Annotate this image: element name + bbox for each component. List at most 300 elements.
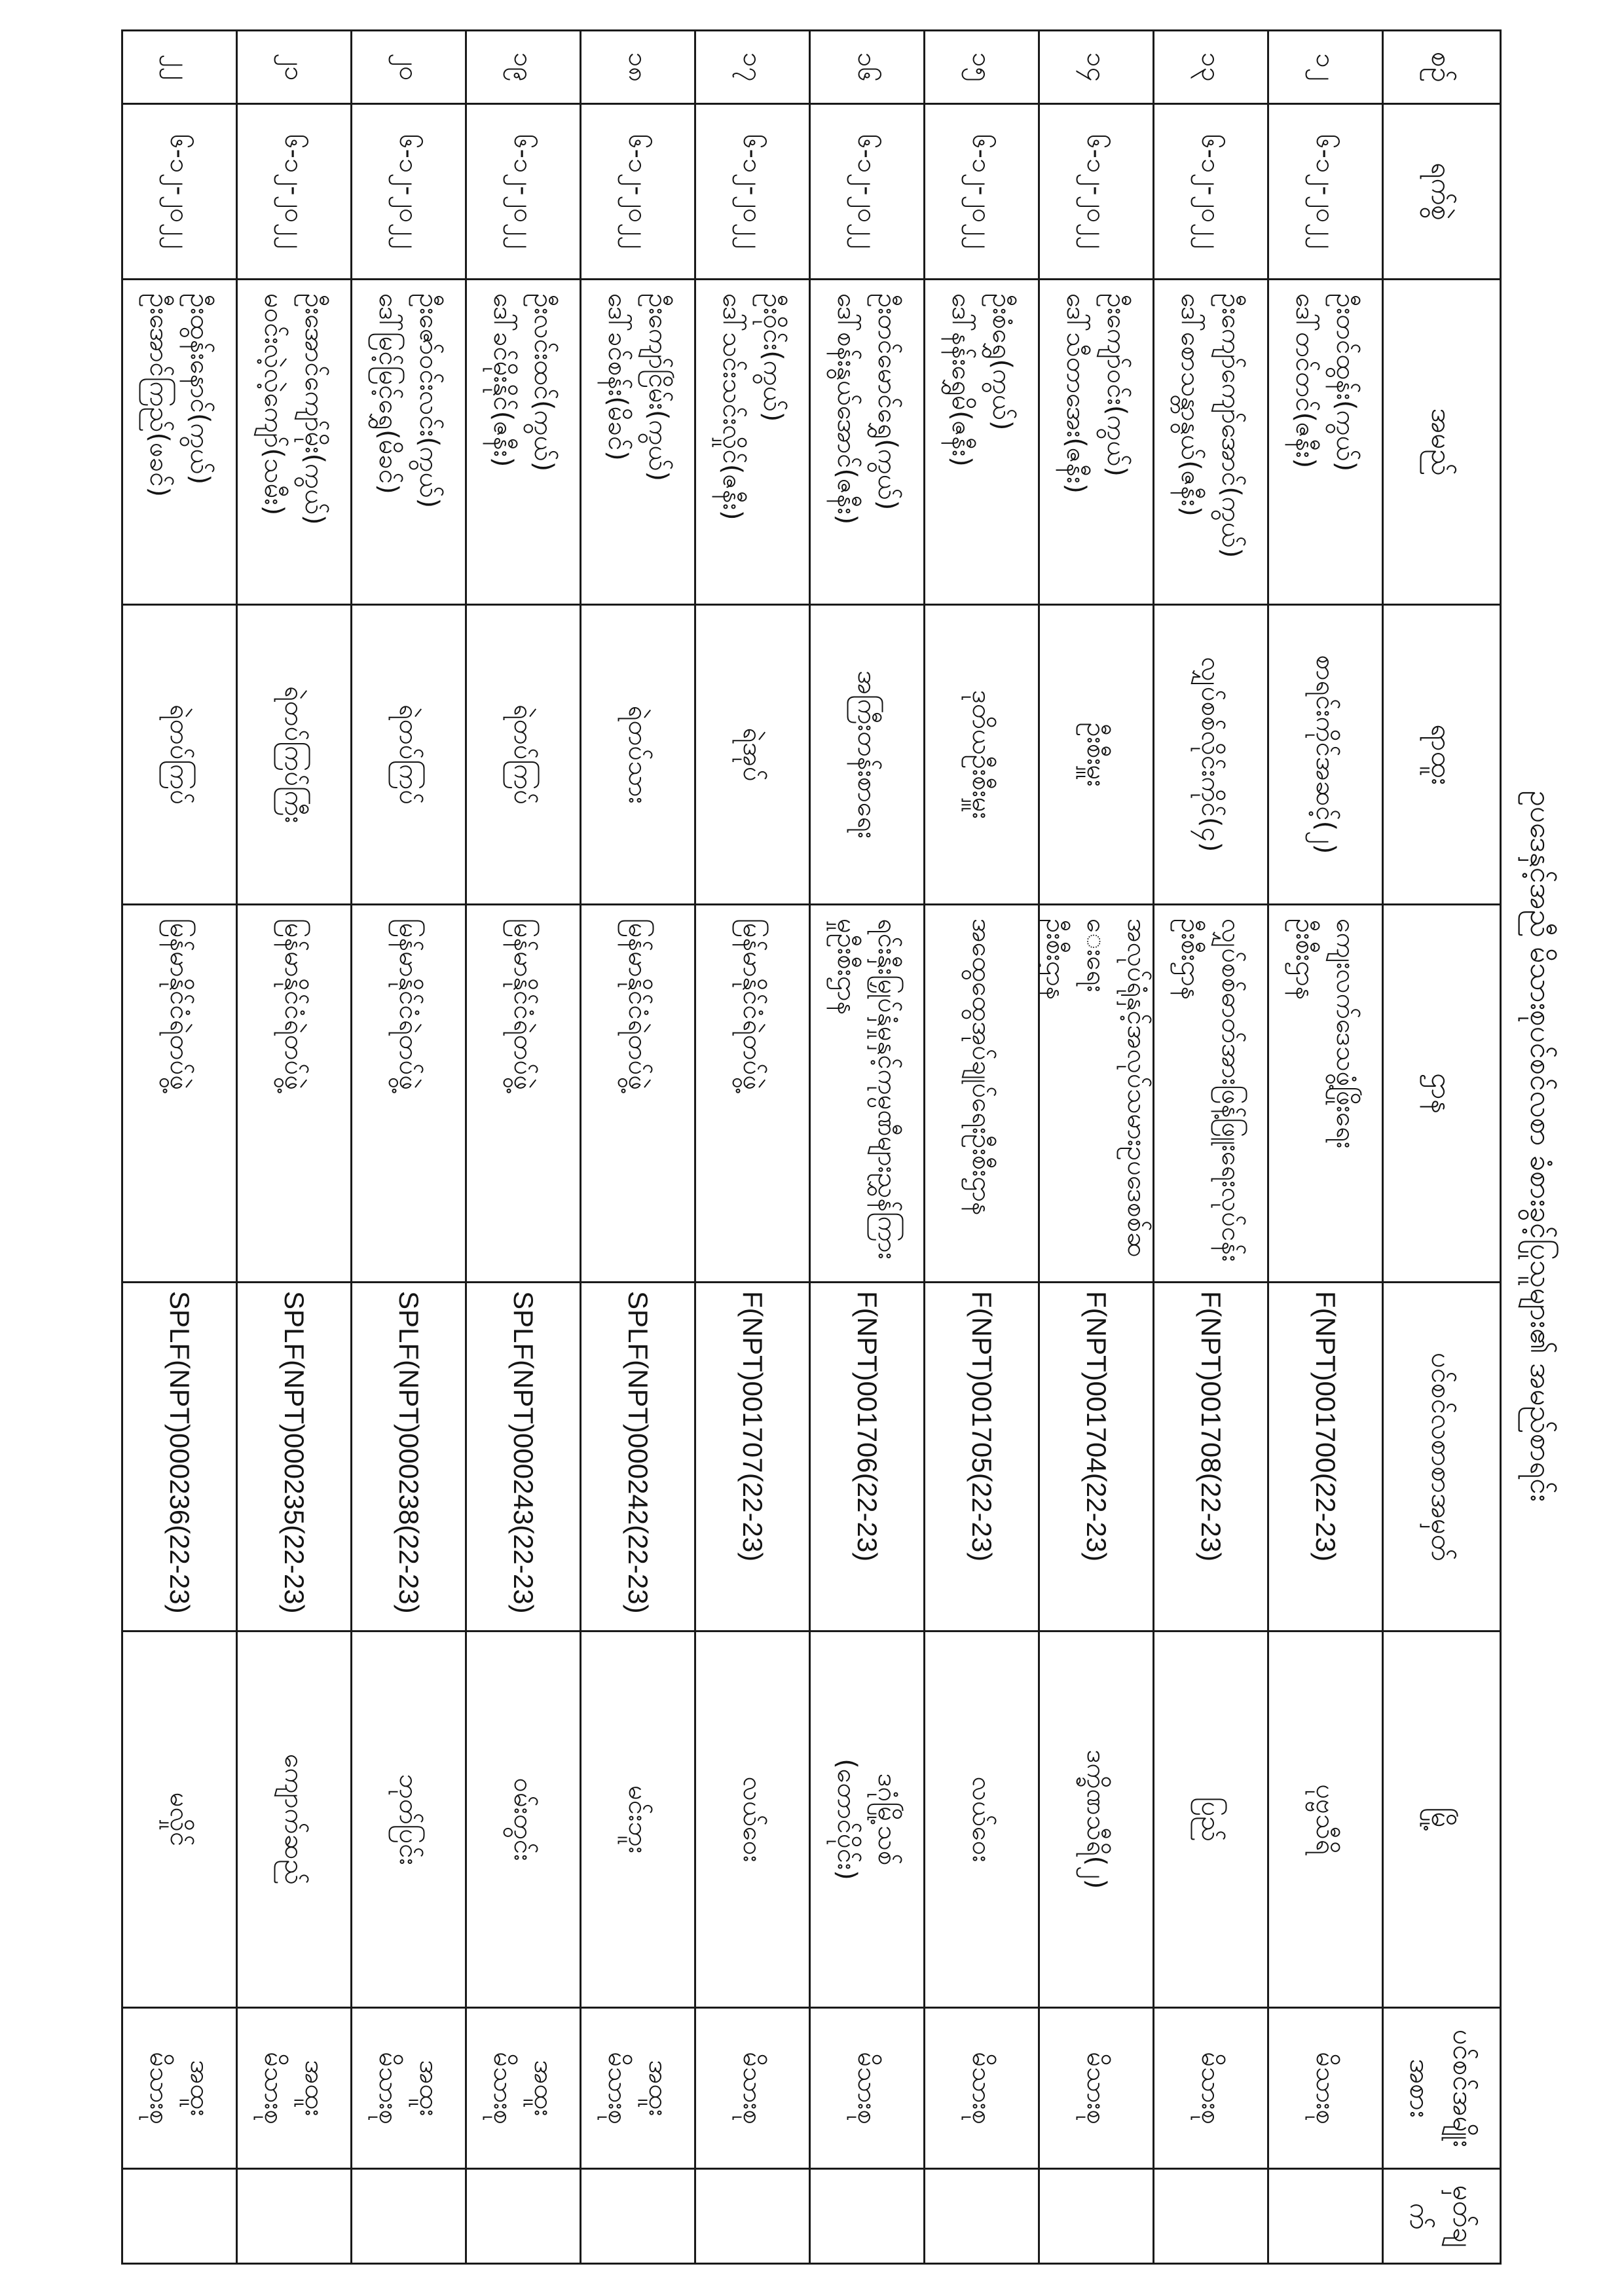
pension-type-text: မိသားစု bbox=[144, 2052, 174, 2124]
town-cell bbox=[122, 1631, 237, 2008]
name-text: ဒေါ်ခင်စန်း(မိခင်) bbox=[602, 293, 633, 461]
position-cell-content bbox=[1040, 606, 1153, 903]
seq-text: ၁၉ bbox=[508, 52, 538, 82]
date-cell-content bbox=[1040, 105, 1153, 278]
position-cell bbox=[122, 605, 237, 905]
date-cell bbox=[581, 104, 695, 280]
position-text: စာရင်းကိုင်အဆင့်(၂) bbox=[1310, 655, 1340, 854]
date-text: ၆-၁၂-၂၀၂၂ bbox=[623, 134, 653, 249]
date-cell bbox=[122, 104, 237, 280]
town-text: ဝမ်းတွင်း bbox=[508, 1777, 538, 1861]
pension-type-cell bbox=[1268, 2008, 1383, 2169]
pension-number-cell-content bbox=[238, 1283, 350, 1630]
date-text: ၆-၁၂-၂၀၂၂ bbox=[394, 134, 424, 249]
seq-text: ၁၂ bbox=[1310, 53, 1340, 81]
name-text: ဦးတင်ထွန်း(ကွယ်) bbox=[1331, 293, 1361, 472]
town-text: လယ်ဝေး bbox=[967, 1776, 997, 1863]
department-cell bbox=[695, 905, 810, 1283]
remarks-cell bbox=[695, 2169, 810, 2264]
department-text: ရင်းနှီးမြှုပ်နှံမှုနှင့်ကုမ္ပဏီများညွှန်ကြားမှုဦးစီးဌာန bbox=[832, 919, 902, 1260]
pension-number-cell bbox=[925, 1283, 1039, 1631]
name-text: မဝင်းလဲ့လဲ့ကျော်(သမီး) bbox=[259, 293, 289, 516]
remarks-cell bbox=[466, 2169, 581, 2264]
position-cell bbox=[810, 605, 925, 905]
pension-type-cell bbox=[352, 2008, 466, 2169]
header-department bbox=[1383, 905, 1501, 1283]
town-cell-content bbox=[811, 1632, 923, 2007]
remarks-cell-content bbox=[238, 2170, 350, 2263]
header-town-label: မြို့ bbox=[1426, 1807, 1458, 1832]
date-text: ၆-၁၂-၂၀၂၂ bbox=[508, 134, 538, 249]
position-cell-content bbox=[1154, 606, 1267, 903]
seq-cell bbox=[1039, 31, 1154, 104]
position-text: အကြီးတန်းစာရေး bbox=[852, 670, 882, 839]
remarks-cell bbox=[1154, 2169, 1268, 2264]
pension-number-cell-content bbox=[811, 1283, 923, 1630]
town-cell bbox=[352, 1631, 466, 2008]
remarks-cell bbox=[1039, 2169, 1154, 2264]
town-cell bbox=[695, 1631, 810, 2008]
date-cell-content bbox=[696, 105, 809, 278]
pension-type-cell-content bbox=[925, 2009, 1038, 2168]
position-cell bbox=[925, 605, 1039, 905]
pension-number-cell-content bbox=[1269, 1283, 1382, 1630]
name-text: ဦးကျော်ငြိမ်း(ကွယ်) bbox=[643, 293, 673, 482]
town-text: လယ်ဝေး bbox=[737, 1776, 767, 1863]
header-remarks-label: မှတ်ချက် bbox=[1404, 2185, 1479, 2248]
name-text: ဦးစံရွှေ(ကွယ်) bbox=[987, 293, 1017, 431]
name-text: ဦးဇော်ဝင်းလင်း(ကွယ်) bbox=[414, 293, 444, 509]
remarks-cell bbox=[237, 2169, 352, 2264]
name-cell-content bbox=[352, 280, 465, 604]
table-row bbox=[810, 31, 925, 2264]
table-row bbox=[1039, 31, 1154, 2264]
name-cell-content bbox=[811, 280, 923, 604]
date-cell-content bbox=[1269, 105, 1382, 278]
name-cell-content bbox=[467, 280, 580, 604]
town-cell-content bbox=[1154, 1632, 1267, 2007]
name-text: ဦးကျော်ဝင်း(ကွယ်) bbox=[1101, 293, 1132, 477]
pension-number-text: SPLF(NPT)000235(22-23) bbox=[278, 1291, 310, 1614]
name-cell bbox=[925, 280, 1039, 605]
pension-type-text: အထူး bbox=[414, 2060, 444, 2117]
department-cell-content bbox=[925, 905, 1038, 1281]
table-row bbox=[466, 31, 581, 2264]
header-remarks bbox=[1383, 2169, 1501, 2264]
position-text: ရဲတပ်ကြပ် bbox=[394, 704, 424, 805]
pension-type-cell-content bbox=[811, 2009, 923, 2168]
position-cell bbox=[581, 605, 695, 905]
date-cell bbox=[810, 104, 925, 280]
department-text: မြန်မာနိုင်ငံရဲတပ်ဖွဲ့ bbox=[737, 919, 767, 1091]
seq-cell-content bbox=[581, 31, 694, 103]
name-cell bbox=[466, 280, 581, 605]
remarks-cell-content bbox=[1154, 2170, 1267, 2263]
pension-type-cell-content bbox=[238, 2009, 350, 2168]
pension-number-text: SPLF(NPT)000236(22-23) bbox=[164, 1291, 195, 1614]
pension-type-cell bbox=[237, 2008, 352, 2169]
pension-type-cell bbox=[925, 2008, 1039, 2169]
seq-text: ၁၃ bbox=[1196, 52, 1226, 82]
date-cell bbox=[1154, 104, 1268, 280]
department-text: ကျေးလက်ဒေသဖွံ့ဖြိုးရေး bbox=[1331, 919, 1361, 1149]
header-town bbox=[1383, 1631, 1501, 2008]
position-cell bbox=[695, 605, 810, 905]
position-text: ရဲတပ်ကြပ်ကြီး bbox=[279, 685, 309, 824]
pension-type-cell bbox=[695, 2008, 810, 2169]
remarks-cell-content bbox=[1269, 2170, 1382, 2263]
town-text: မလှိုင် bbox=[164, 1792, 194, 1847]
department-text: အလုပ်ရုံနှင့်အလုပ်သမားဥပဒေစစ်ဆေးရေး bbox=[1081, 919, 1152, 1258]
date-cell bbox=[237, 104, 352, 280]
date-cell bbox=[695, 104, 810, 280]
name-text: ဒေါ်သီတာအေး(ဇနီး) bbox=[1061, 293, 1091, 494]
table-row bbox=[122, 31, 237, 2264]
date-text: ၆-၁၂-၂၀၂၂ bbox=[1310, 134, 1340, 249]
department-text: မြန်မာနိုင်ငံရဲတပ်ဖွဲ့ bbox=[623, 919, 653, 1091]
header-pension-number-label: ပင်စင်လစာစာအမှတ် bbox=[1426, 1352, 1458, 1561]
remarks-cell bbox=[810, 2169, 925, 2264]
pension-number-text: F(NPT)001705(22-23) bbox=[966, 1291, 997, 1562]
header-seq-label: စဉ် bbox=[1426, 52, 1458, 82]
department-text: မြန်မာနိုင်ငံရဲတပ်ဖွဲ့ bbox=[279, 919, 309, 1091]
date-cell-content bbox=[352, 105, 465, 278]
position-text: ရဲတပ်သား bbox=[623, 705, 653, 804]
name-text: ဦးထွန်းနောင်(ကွယ်) bbox=[185, 293, 215, 485]
town-cell bbox=[1154, 1631, 1268, 2008]
remarks-cell-content bbox=[1040, 2170, 1153, 2263]
seq-cell bbox=[466, 31, 581, 104]
pension-type-cell-content bbox=[352, 2009, 465, 2168]
position-cell-content bbox=[352, 606, 465, 903]
town-cell-content bbox=[1269, 1632, 1382, 2007]
pension-number-text: F(NPT)001704(22-23) bbox=[1080, 1291, 1112, 1562]
seq-text: ၁၈ bbox=[623, 52, 653, 82]
remarks-cell-content bbox=[811, 2170, 923, 2263]
position-cell-content bbox=[467, 606, 580, 903]
position-cell-content bbox=[123, 606, 236, 903]
date-text: ၆-၁၂-၂၀၂၂ bbox=[1196, 134, 1226, 249]
seq-cell-content bbox=[123, 31, 236, 103]
table-row bbox=[237, 31, 352, 2264]
table-row bbox=[1154, 31, 1268, 2264]
date-cell-content bbox=[581, 105, 694, 278]
name-text: ဦးတင်မောင်ရွှေ(ကွယ်) bbox=[872, 293, 902, 511]
date-cell bbox=[352, 104, 466, 280]
pension-number-cell bbox=[810, 1283, 925, 1631]
pension-number-text: SPLF(NPT)000242(22-23) bbox=[622, 1291, 654, 1614]
position-cell-content bbox=[238, 606, 350, 903]
department-cell-content bbox=[581, 905, 694, 1281]
header-pension-type bbox=[1383, 2008, 1501, 2169]
department-cell-content bbox=[1040, 905, 1153, 1281]
remarks-cell bbox=[1268, 2169, 1383, 2264]
pension-type-cell-content bbox=[1269, 2009, 1382, 2168]
pension-number-text: F(NPT)001708(22-23) bbox=[1195, 1291, 1227, 1562]
department-text: ဦးစီးဌာန bbox=[1175, 919, 1206, 1000]
department-cell bbox=[122, 905, 237, 1283]
header-pension-type-label: ပင်စင်အမျိုးအစား bbox=[1404, 2029, 1479, 2147]
remarks-cell-content bbox=[925, 2170, 1038, 2263]
department-cell-content bbox=[811, 905, 923, 1281]
position-cell bbox=[1039, 605, 1154, 905]
seq-cell-content bbox=[925, 31, 1038, 103]
name-text: ဒေါ်စောသန္တာနွယ်(ဇနီး) bbox=[1175, 293, 1206, 517]
seq-cell bbox=[925, 31, 1039, 104]
remarks-cell bbox=[581, 2169, 695, 2264]
department-cell-content bbox=[238, 905, 350, 1281]
department-cell-content bbox=[696, 905, 809, 1281]
name-text: ဒေါ်တင်တင်(ဇနီး) bbox=[1290, 293, 1320, 469]
pension-number-cell bbox=[581, 1283, 695, 1631]
department-cell bbox=[925, 905, 1039, 1283]
pension-type-text: အထူး bbox=[528, 2060, 559, 2117]
name-text: ဒေါ်စန်းနွယ်အောင်(ဇနီး) bbox=[832, 293, 862, 525]
department-text: မြန်မာနိုင်ငံရဲတပ်ဖွဲ့ bbox=[508, 919, 538, 1091]
pension-type-text: မိသားစု bbox=[373, 2052, 403, 2124]
department-cell bbox=[581, 905, 695, 1283]
position-text: ရဲအုပ် bbox=[737, 727, 767, 782]
name-text: ဦးဝိုင်း(ကွယ်) bbox=[758, 293, 788, 422]
header-position-label: ရာထူး bbox=[1426, 724, 1458, 785]
date-text: ၆-၁၂-၂၀၂၂ bbox=[279, 134, 309, 249]
town-cell-content bbox=[352, 1632, 465, 2007]
seq-cell-content bbox=[1040, 31, 1153, 103]
date-cell bbox=[1268, 104, 1383, 280]
pension-number-cell bbox=[122, 1283, 237, 1631]
position-text: ရဲတပ်ကြပ် bbox=[164, 704, 194, 805]
department-text: အထွေထွေအုပ်ချုပ်ရေးဦးစီးဌာန bbox=[967, 919, 997, 1216]
pension-type-cell bbox=[810, 2008, 925, 2169]
pension-type-cell bbox=[1154, 2008, 1268, 2169]
position-cell-content bbox=[811, 606, 923, 903]
pension-number-cell bbox=[352, 1283, 466, 1631]
department-cell-content bbox=[467, 905, 580, 1281]
remarks-cell bbox=[122, 2169, 237, 2264]
seq-cell bbox=[122, 31, 237, 104]
pension-type-text: မိသားစု bbox=[1196, 2052, 1226, 2124]
town-cell-content bbox=[467, 1632, 580, 2007]
date-cell-content bbox=[925, 105, 1038, 278]
pension-type-text: မိသားစု bbox=[602, 2052, 633, 2124]
seq-cell bbox=[581, 31, 695, 104]
department-text: မြန်မာနိုင်ငံရဲတပ်ဖွဲ့ bbox=[164, 919, 194, 1091]
department-cell bbox=[352, 905, 466, 1283]
pension-register-table bbox=[121, 29, 1502, 2265]
remarks-cell-content bbox=[696, 2170, 809, 2263]
town-cell-content bbox=[581, 1632, 694, 2007]
header-date bbox=[1383, 104, 1501, 280]
town-cell bbox=[466, 1631, 581, 2008]
table-row bbox=[1268, 31, 1383, 2264]
pension-type-cell-content bbox=[1040, 2009, 1153, 2168]
rotated-document-sheet bbox=[120, 29, 1574, 2263]
town-cell bbox=[1268, 1631, 1383, 2008]
date-cell bbox=[466, 104, 581, 280]
header-date-label: ရက်စွဲ bbox=[1426, 162, 1458, 221]
position-text: ဒုတိယဦးစီးမှူး bbox=[967, 690, 997, 819]
town-cell-content bbox=[123, 1632, 236, 2007]
date-cell-content bbox=[811, 105, 923, 278]
name-cell bbox=[237, 280, 352, 605]
town-text: ပြည် bbox=[1196, 1796, 1226, 1842]
seq-text: ၂၁ bbox=[279, 53, 309, 81]
town-text: ပုဗ္ဗသီရိ bbox=[1310, 1784, 1340, 1855]
header-name bbox=[1383, 280, 1501, 605]
seq-cell-content bbox=[238, 31, 350, 103]
seq-cell bbox=[810, 31, 925, 104]
remarks-cell-content bbox=[581, 2170, 694, 2263]
department-cell bbox=[466, 905, 581, 1283]
seq-text: ၂၀ bbox=[394, 53, 424, 81]
position-cell-content bbox=[581, 606, 694, 903]
position-text: ဦးစီးမှူး bbox=[1081, 722, 1111, 787]
name-text: ဒေါ်နန်းရွှေမိ(ဇနီး) bbox=[946, 293, 976, 467]
name-cell bbox=[122, 280, 237, 605]
pension-number-cell-content bbox=[467, 1283, 580, 1630]
date-cell-content bbox=[1154, 105, 1267, 278]
department-text: ဦးစီးဌာန bbox=[1290, 919, 1320, 1000]
department-cell-content bbox=[1154, 905, 1267, 1281]
date-text: ၆-၁၂-၂၀၂၂ bbox=[967, 134, 997, 249]
name-cell-content bbox=[1269, 280, 1382, 604]
name-cell bbox=[352, 280, 466, 605]
pension-number-text: F(NPT)001706(22-23) bbox=[851, 1291, 883, 1562]
seq-cell-content bbox=[1269, 31, 1382, 103]
town-text: ဘုတ်ပြင်း bbox=[394, 1774, 424, 1865]
department-cell bbox=[237, 905, 352, 1283]
seq-text: ၁၅ bbox=[967, 52, 997, 82]
pension-number-cell bbox=[1154, 1283, 1268, 1631]
name-cell-content bbox=[123, 280, 236, 604]
town-text: (တောင်ပိုင်း) bbox=[832, 1758, 862, 1880]
department-cell-content bbox=[1269, 905, 1382, 1281]
department-cell bbox=[810, 905, 925, 1283]
pension-number-cell bbox=[237, 1283, 352, 1631]
department-cell-content bbox=[352, 905, 465, 1281]
pension-number-cell bbox=[466, 1283, 581, 1631]
pension-type-text: အထူး bbox=[299, 2060, 329, 2117]
town-cell bbox=[810, 1631, 925, 2008]
position-cell bbox=[466, 605, 581, 905]
name-text: ဦးအောင်ကြည်(ဖခင်) bbox=[144, 293, 174, 498]
town-cell bbox=[925, 1631, 1039, 2008]
date-cell-content bbox=[123, 105, 236, 278]
seq-cell-content bbox=[811, 31, 923, 103]
pension-number-text: SPLF(NPT)000238(22-23) bbox=[393, 1291, 424, 1614]
name-cell bbox=[1039, 280, 1154, 605]
pension-number-cell-content bbox=[1154, 1283, 1267, 1630]
pension-number-cell-content bbox=[696, 1283, 809, 1630]
name-text: ဦးလင်းထင်(ကွယ်) bbox=[528, 293, 559, 472]
remarks-cell-content bbox=[467, 2170, 580, 2263]
pension-number-cell-content bbox=[1040, 1283, 1153, 1630]
pension-type-cell-content bbox=[467, 2009, 580, 2168]
date-cell bbox=[925, 104, 1039, 280]
pension-type-text: မိသားစု bbox=[1310, 2052, 1340, 2124]
seq-cell-content bbox=[467, 31, 580, 103]
pension-number-cell-content bbox=[352, 1283, 465, 1630]
table-row bbox=[925, 31, 1039, 2264]
page-title: ဥပဒေနှင့်အညီ မိသားစုပင်စင်လစာ ခံစားခွင့်ပြုသူများ၏ အမည်စာရင်း bbox=[1524, 790, 1557, 1502]
table-row bbox=[695, 31, 810, 2264]
pension-type-text: မိသားစု bbox=[259, 2052, 289, 2124]
pension-number-cell bbox=[1039, 1283, 1154, 1631]
town-cell-content bbox=[696, 1632, 809, 2007]
pension-number-text: F(NPT)001700(22-23) bbox=[1310, 1291, 1341, 1562]
seq-cell bbox=[1154, 31, 1268, 104]
date-cell-content bbox=[467, 105, 580, 278]
seq-cell bbox=[695, 31, 810, 104]
header-pension-number bbox=[1383, 1283, 1501, 1631]
pension-number-text: F(NPT)001707(22-23) bbox=[737, 1291, 768, 1562]
pension-number-cell-content bbox=[925, 1283, 1038, 1630]
name-cell bbox=[581, 280, 695, 605]
name-cell-content bbox=[925, 280, 1038, 604]
name-cell-content bbox=[696, 280, 809, 604]
seq-text: ၁၇ bbox=[737, 52, 767, 82]
pension-type-text: မိသားစု bbox=[852, 2052, 882, 2124]
town-cell-content bbox=[1040, 1632, 1153, 2007]
table-row bbox=[352, 31, 466, 2264]
pension-number-cell bbox=[1268, 1283, 1383, 1631]
department-text: ဦးစီးဌာန bbox=[1041, 919, 1071, 1000]
name-cell bbox=[1268, 280, 1383, 605]
town-text: ဒက္ခိဏသီရိ(၂) bbox=[1081, 1749, 1111, 1889]
position-cell bbox=[1268, 605, 1383, 905]
seq-cell-content bbox=[696, 31, 809, 103]
department-cell bbox=[1039, 905, 1154, 1283]
position-cell-content bbox=[696, 606, 809, 903]
pension-type-cell-content bbox=[696, 2009, 809, 2168]
town-text: ဒဂုံမြို့သစ် bbox=[872, 1773, 902, 1866]
pension-number-cell bbox=[695, 1283, 810, 1631]
remarks-cell bbox=[925, 2169, 1039, 2264]
name-cell-content bbox=[1040, 280, 1153, 604]
pension-type-cell bbox=[466, 2008, 581, 2169]
seq-cell bbox=[237, 31, 352, 104]
position-cell bbox=[237, 605, 352, 905]
pension-type-cell-content bbox=[1154, 2009, 1267, 2168]
table-row bbox=[581, 31, 695, 2264]
department-text: လျှပ်စစ်ဓာတ်အားဖြန့်ဖြူးရေးလုပ်ငန်း bbox=[1216, 919, 1246, 1262]
department-text: မြန်မာနိုင်ငံရဲတပ်ဖွဲ့ bbox=[394, 919, 424, 1091]
seq-text: ၁၆ bbox=[852, 52, 882, 82]
position-cell-content bbox=[925, 606, 1038, 903]
town-text: ကျောက်ဆည် bbox=[279, 1753, 309, 1886]
pension-number-text: SPLF(NPT)000243(22-23) bbox=[507, 1291, 539, 1614]
name-text: ဒေါ်သင်းသင်းလှိုင်(ဇနီး) bbox=[717, 293, 747, 520]
remarks-cell bbox=[352, 2169, 466, 2264]
seq-cell-content bbox=[1154, 31, 1267, 103]
name-text: ဒေါ်ခင်မိုးနိုင်(ဇနီး) bbox=[488, 293, 518, 467]
pension-type-cell bbox=[581, 2008, 695, 2169]
date-cell-content bbox=[238, 105, 350, 278]
name-cell bbox=[1154, 280, 1268, 605]
position-cell bbox=[352, 605, 466, 905]
seq-cell bbox=[352, 31, 466, 104]
town-cell bbox=[1039, 1631, 1154, 2008]
date-text: ၆-၁၂-၂၀၂၂ bbox=[164, 134, 194, 249]
pension-type-text: မိသားစု bbox=[488, 2052, 518, 2124]
position-text: လျှပ်စစ်လိုင်းကိုင်(၄) bbox=[1196, 657, 1226, 852]
pension-type-cell bbox=[122, 2008, 237, 2169]
remarks-cell-content bbox=[123, 2170, 236, 2263]
name-cell bbox=[695, 280, 810, 605]
name-cell-content bbox=[581, 280, 694, 604]
position-text: ရဲတပ်ကြပ် bbox=[508, 704, 538, 805]
table-body bbox=[122, 31, 1383, 2264]
